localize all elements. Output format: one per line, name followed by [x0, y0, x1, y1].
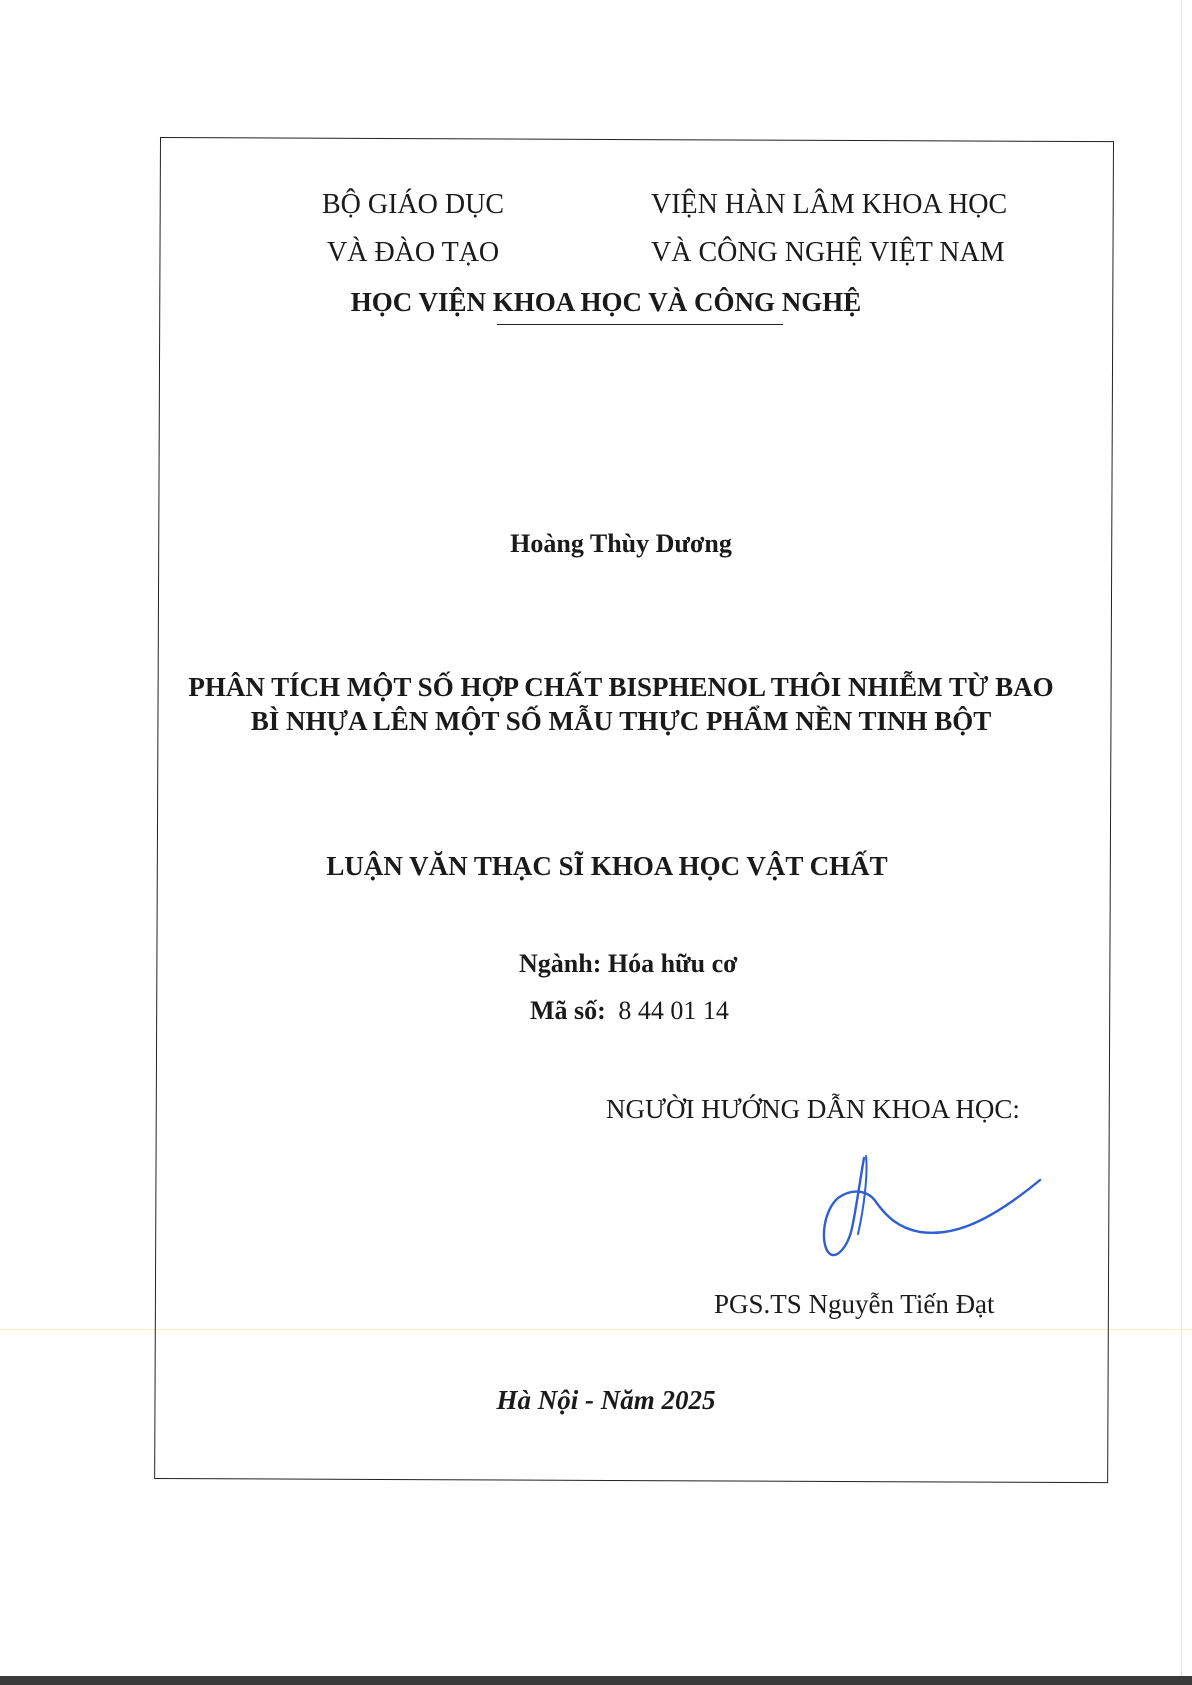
- author-name: Hoàng Thùy Dương: [510, 529, 732, 558]
- academy-line-2: VÀ CÔNG NGHỆ VIỆT NAM: [651, 237, 1005, 268]
- ministry-line-2: VÀ ĐÀO TẠO: [327, 237, 500, 268]
- thesis-title-line-1: PHÂN TÍCH MỘT SỐ HỢP CHẤT BISPHENOL THÔI NHIỄM TỪ BAO: [188, 672, 1054, 702]
- thesis-title-line-2: BÌ NHỰA LÊN MỘT SỐ MẪU THỰC PHẨM NỀN TINH BỘT: [250, 706, 992, 736]
- major-label: Ngành:: [519, 949, 602, 978]
- major: [519, 951, 738, 977]
- institute-underline: [497, 324, 783, 325]
- advisor-signature: [812, 1150, 1052, 1270]
- academy-line-1: VIỆN HÀN LÂM KHOA HỌC: [651, 189, 1008, 220]
- cover-frame: [154, 137, 1114, 1483]
- major-value: Hóa hữu cơ: [607, 949, 738, 978]
- scan-right-edge: [1181, 0, 1182, 1676]
- place-and-year: Hà Nội - Năm 2025: [496, 1385, 716, 1415]
- code-value: 8 44 01 14: [618, 996, 729, 1025]
- ministry-line-1: BỘ GIÁO DỤC: [322, 189, 504, 220]
- scan-bottom-edge: [0, 1676, 1192, 1685]
- code-label: Mã số:: [530, 996, 606, 1025]
- signature-stroke: [824, 1158, 1040, 1255]
- advisor-name: PGS.TS Nguyễn Tiến Đạt: [714, 1289, 995, 1319]
- advisor-label: NGƯỜI HƯỚNG DẪN KHOA HỌC:: [606, 1094, 1020, 1124]
- institute-name: HỌC VIỆN KHOA HỌC VÀ CÔNG NGHỆ: [350, 287, 862, 317]
- degree-title: LUẬN VĂN THẠC SĨ KHOA HỌC VẬT CHẤT: [326, 851, 888, 881]
- program-code: [530, 998, 729, 1024]
